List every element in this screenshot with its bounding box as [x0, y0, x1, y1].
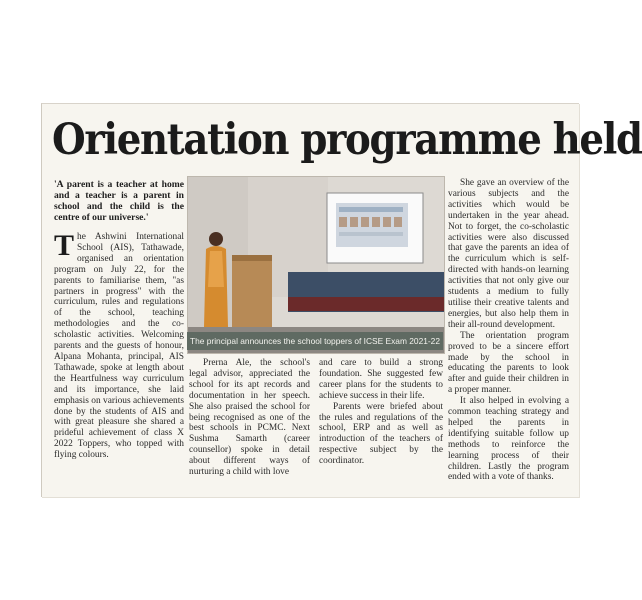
pull-quote: 'A parent is a teacher at home and a teacher is a parent in school and the child is the centre of our universe.' [54, 179, 184, 223]
column-4-paragraph-1: She gave an overview of the various subjects and the activities which would be undertaken in the year ahead. Not to forget, the co-scholastic activities were also discussed that gave the parents an idea of the curriculum which is self-directed with hands-on learning activities that not only give our students a medium to fully utilise their creative talents and energies, but also help them in their all-round development. [448, 178, 569, 330]
column-3-paragraph-1: and care to build a strong foundation. She suggested few career plans for the students to achieve success in their life. [319, 358, 443, 401]
article-column-2: Prerna Ale, the school's legal advisor, appreciated the school for its apt records and documentation in her speech. She also praised the school for being recognised as one of the best schools in PCMC. Next Sushma Samarth (career counsellor) spoke in detail about different ways of nurturing a child with love [189, 358, 310, 478]
article-column-1 [54, 229, 184, 461]
column-1-text: he Ashwini International School (AIS), Tathawade, organised an orientation program on July 22, for the parents to familiarise them, "as partners in progress" with the curriculum, rules and regulations of the school, teaching methodologies and the co-scholastic activities. Welcoming parents and the guests of honour, Alpana Mohanta, principal, AIS Tathawade, spoke at length about the Heartfulness way curriculum and its importance, she laid emphasis on various achievements done by the students of AIS and with great pleasure she shared a prideful achievement of class X 2022 Toppers, who topped with flying colours. [54, 232, 184, 461]
column-4-paragraph-3: It also helped in evolving a common teaching strategy and helped the parents in identifying suitable follow up methods to reinforce the learning process of their children. Lastly the program ended with a vote of thanks. [448, 396, 569, 483]
stage-scene-image [188, 177, 444, 353]
newspaper-clipping [41, 103, 642, 497]
column-3-paragraph-2: Parents were briefed about the rules and regulations of the school, ERP and as well as introduction of the teachers of respective subject by the coordinator. [319, 401, 443, 467]
photo-caption: The principal announces the school toppers of ICSE Exam 2021-22 [187, 332, 443, 350]
article-column-4 [448, 178, 569, 483]
article-photo [187, 176, 445, 354]
column-4-paragraph-2: The orientation program proved to be a sincere effort made by the school in educating the parents to look after and guide their children in a proper manner. [448, 330, 569, 396]
article-column-3 [319, 358, 443, 467]
headline: Orientation programme held [52, 115, 642, 165]
drop-cap: T [54, 229, 75, 262]
